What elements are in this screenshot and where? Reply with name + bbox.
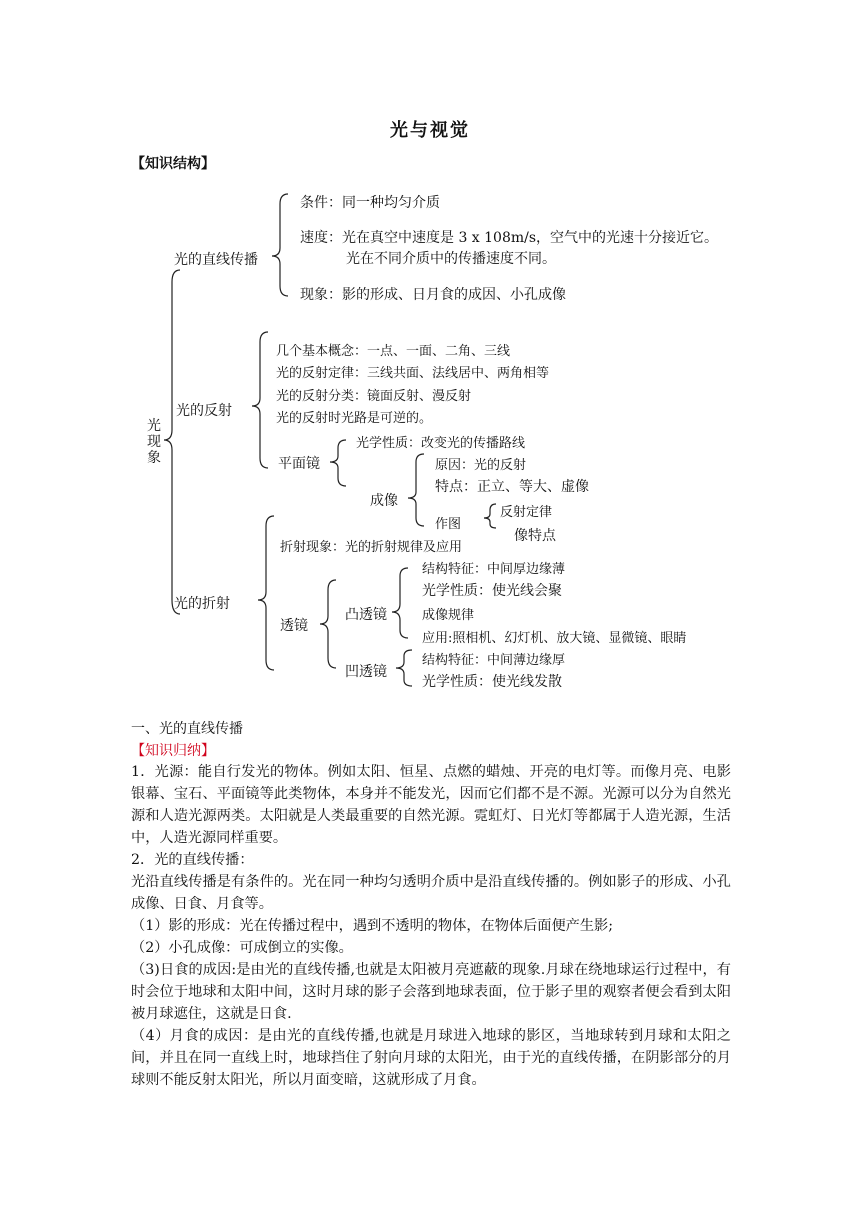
- brace-straight: [272, 194, 288, 296]
- convex-imaging: 成像规律: [422, 608, 475, 623]
- node-straight: 光的直线传播: [174, 252, 258, 268]
- brace-reflection: [252, 332, 268, 468]
- node-refraction: 光的折射: [174, 596, 230, 612]
- reflection-reversible: 光的反射时光路是可逆的。: [276, 411, 433, 426]
- paragraph-lunar-eclipse: （4）月食的成因：是由光的直线传播,也就是月球进入地球的影区，当地球转到月球和太阳之间，并且在同一直线上时，地球挡住了射向月球的太阳光，由于光的直线传播，在阴影部分的月球则不能反射太阳光，所以月面变暗，这就形成了月食。: [131, 1028, 731, 1088]
- reflection-types: 光的反射分类：镜面反射、漫反射: [276, 389, 472, 404]
- brace-convex: [392, 568, 408, 638]
- imaging-features: 特点：正立、等大、虚像: [435, 479, 589, 495]
- concave-structure: 结构特征：中间薄边缘厚: [422, 653, 566, 668]
- imaging-cause: 原因：光的反射: [435, 458, 527, 473]
- paragraph-solar-eclipse: （3)日食的成因:是由光的直线传播,也就是太阳被月亮遮蔽的现象.月球在绕地球运行过程中，有时会位于地球和太阳中间，这时月球的影子会落到地球表面，位于影子里的观察者便会看到太阳被月球遮住，这就是日食.: [131, 962, 731, 1022]
- paragraph-straight-condition: 光沿直线传播是有条件的。光在同一种均匀透明介质中是沿直线传播的。例如影子的形成、小孔成像、日食、月食等。: [131, 874, 731, 912]
- node-concave: 凹透镜: [345, 664, 387, 680]
- straight-phenomena: 现象：影的形成、日月食的成因、小孔成像: [300, 287, 566, 303]
- node-imaging: 成像: [370, 493, 398, 509]
- paragraph-shadow: （1）影的形成：光在传播过程中，遇到不透明的物体，在物体后面便产生影;: [131, 918, 613, 934]
- straight-speed-2: 光在不同介质中的传播速度不同。: [346, 251, 556, 267]
- straight-speed-1: 速度：光在真空中速度是 3 x 108m/s，空气中的光速十分接近它。: [300, 230, 719, 246]
- paragraph-light-source: 1．光源：能自行发光的物体。例如太阳、恒星、点燃的蜡烛、开亮的电灯等。而像月亮、电影银幕、宝石、平面镜等此类物体，本身并不能发光，因而它们都不是不源。光源可以分为自然光源和人造光源两类。太阳就是人类最重要的自然光源。霓虹灯、日光灯等都属于人造光源，生活中，人造光源同样重要。: [131, 764, 731, 846]
- brace-lens: [320, 580, 336, 668]
- section-heading: 一、光的直线传播: [131, 721, 243, 737]
- brace-concave: [396, 650, 412, 686]
- paragraph-straight-title: 2．光的直线传播：: [131, 852, 254, 868]
- structure-heading: 【知识结构】: [131, 156, 215, 172]
- brace-drawing: [484, 504, 496, 528]
- node-drawing: 作图: [435, 517, 462, 532]
- convex-optical: 光学性质：使光线会聚: [422, 583, 562, 599]
- mirror-optical-property: 光学性质：改变光的传播路线: [356, 436, 526, 451]
- refraction-phenomenon: 折射现象：光的折射规律及应用: [280, 540, 463, 555]
- node-plane-mirror: 平面镜: [278, 456, 320, 472]
- paragraph-pinhole: （2）小孔成像：可成倒立的实像。: [131, 940, 353, 956]
- section-subheading: 【知识归纳】: [131, 743, 215, 759]
- brace-refraction: [258, 516, 274, 670]
- reflection-law: 光的反射定律：三线共面、法线居中、两角相等: [276, 366, 550, 381]
- tree-root-label: 光现象: [147, 418, 161, 466]
- node-convex: 凸透镜: [345, 607, 387, 623]
- brace-plane-mirror: [330, 440, 346, 486]
- drawing-law: 反射定律: [500, 505, 553, 520]
- convex-use: 应用:照相机、幻灯机、放大镜、显微镜、眼睛: [422, 631, 687, 646]
- concave-optical: 光学性质：使光线发散: [422, 674, 562, 690]
- page-title: 光与视觉: [390, 120, 470, 141]
- reflection-concepts: 几个基本概念：一点、一面、二角、三线: [276, 344, 511, 359]
- drawing-features: 像特点: [514, 528, 556, 544]
- section-body: [131, 761, 731, 1091]
- straight-condition: 条件：同一种均匀介质: [300, 195, 440, 211]
- brace-imaging: [408, 454, 424, 526]
- brace-root: [164, 270, 180, 614]
- node-reflection: 光的反射: [176, 403, 232, 419]
- node-lens: 透镜: [280, 618, 308, 634]
- convex-structure: 结构特征：中间厚边缘薄: [422, 562, 566, 577]
